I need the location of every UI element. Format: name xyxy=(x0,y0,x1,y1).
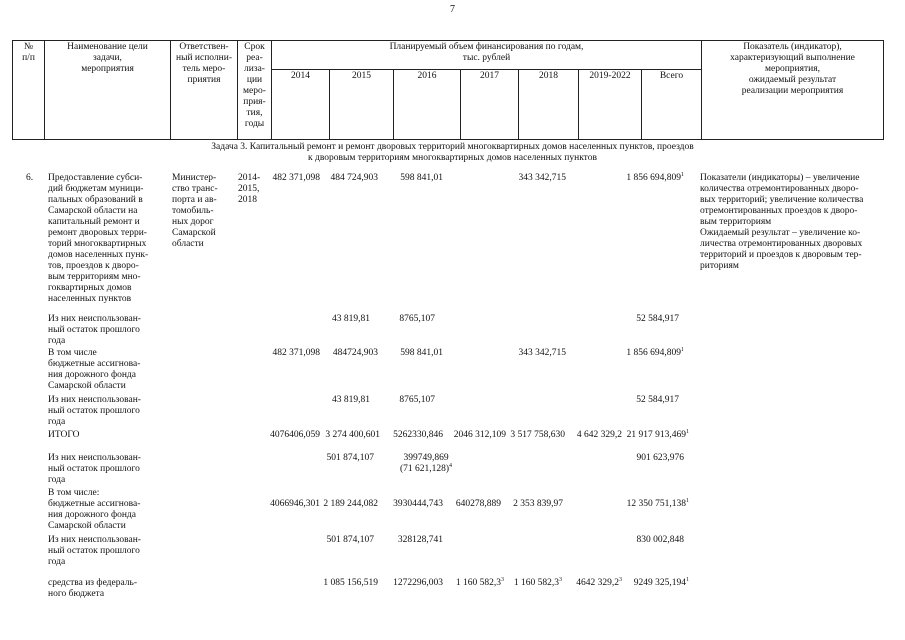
row6-period: 2014- 2015, 2018 xyxy=(238,173,261,205)
itogo-total: 21 917 913,469$^1$ xyxy=(626,428,689,440)
itogo-road-2014: 4066946,301 xyxy=(270,499,320,509)
header-responsible: Ответствен- ный исполни- тель меро- приятия xyxy=(171,41,238,140)
row6-responsible: Министер- ство транс- порта и ав- томобиль- ных дорог Самарской области xyxy=(172,173,218,249)
itogo-road-2017: 640278,889 xyxy=(455,499,501,509)
header-name: Наименование цели задачи, мероприятия xyxy=(45,41,171,140)
row6-num: 6. xyxy=(26,173,34,183)
row6-unused-total: 52 584,917 xyxy=(636,314,679,324)
itogo-road-unused-label: Из них неиспользован- ный остаток прошлого года xyxy=(48,535,141,567)
row6-2014: 482 371,098 xyxy=(272,173,320,183)
itogo-2019-2022: 4 642 329,2 xyxy=(576,430,622,440)
federal-2016: 1272296,003 xyxy=(393,578,443,588)
header-year-2019-2022: 2019-2022 xyxy=(579,70,642,140)
itogo-label: ИТОГО xyxy=(48,430,80,440)
itogo-2016: 5262330,846 xyxy=(393,430,443,440)
itogo-road-unused-2016: 328128,741 xyxy=(397,535,443,545)
header-year-2014: 2014 xyxy=(272,70,330,140)
itogo-2017: 2046 312,109 xyxy=(453,430,506,440)
itogo-road-2018: 2 353 839,97 xyxy=(513,499,563,509)
row6-road-2015: 484724,903 xyxy=(332,348,378,358)
header-table xyxy=(12,40,884,140)
federal-label: средства из федераль- ного бюджета xyxy=(48,578,138,599)
page-number: 7 xyxy=(450,4,455,15)
row6-road-label: В том числе бюджетные ассигнова- ния дорожного фонда Самарской области xyxy=(48,348,141,391)
row6-road-2018: 343 342,715 xyxy=(518,348,566,358)
header-year-2016: 2016 xyxy=(394,70,461,140)
row6-total: 1 856 694,809$^1$ xyxy=(626,171,684,183)
row6-road-total: 1 856 694,809$^1$ xyxy=(626,346,684,358)
row6-road-unused-label: Из них неиспользован- ный остаток прошлого года xyxy=(48,395,141,427)
row6-2016: 598 841,01 xyxy=(400,173,443,183)
federal-total: 9249 325,194$^1$ xyxy=(633,576,689,588)
itogo-2015: 3 274 400,601 xyxy=(325,430,380,440)
itogo-road-2015: 2 189 244,082 xyxy=(323,499,378,509)
row6-indicator: Показатели (индикаторы) – увеличение количества отремонтированных дворо- вых территорий; увеличение количества отремонтированных проездов к дворо- вым территориям Ожидаемый результат – увеличение ко- личества отремонтированных дворовых территорий и проездов к дворовым тер- риториям xyxy=(700,173,864,271)
task-title: Задача 3. Капитальный ремонт и ремонт дворовых территорий многоквартирных домов населенных пунктов, проездов к дворовым территориям многоквартирных домов населенных пунктов xyxy=(211,142,694,163)
header-period: Срок реа- лиза- ции меро- прия- тия, годы xyxy=(238,41,272,140)
row6-unused-label: Из них неиспользован- ный остаток прошлого года xyxy=(48,314,141,346)
federal-2017: 1 160 582,3$^3$ xyxy=(455,576,504,588)
federal-2019-2022: 4642 329,2$^3$ xyxy=(576,576,622,588)
header-year-2018: 2018 xyxy=(519,70,579,140)
header-indicator: Показатель (индикатор), характеризующий выполнение мероприятия, ожидаемый результат реализации мероприятия xyxy=(702,41,884,140)
itogo-road-unused-2015: 501 874,107 xyxy=(326,535,374,545)
row6-unused-2016: 8765,107 xyxy=(399,314,435,324)
header-num: № п/п xyxy=(13,41,45,140)
row6-2015: 484 724,903 xyxy=(330,173,378,183)
row6-road-2016: 598 841,01 xyxy=(400,348,443,358)
itogo-unused-total: 901 623,976 xyxy=(636,453,684,463)
itogo-unused-2016: 399749,869 (71 621,128)$^4$ xyxy=(399,453,453,474)
itogo-unused-label: Из них неиспользован- ный остаток прошлого года xyxy=(48,453,141,485)
row6-road-unused-2016: 8765,107 xyxy=(399,395,435,405)
itogo-unused-2015: 501 874,107 xyxy=(326,453,374,463)
itogo-road-unused-total: 830 002,848 xyxy=(636,535,684,545)
itogo-2018: 3 517 758,630 xyxy=(510,430,565,440)
header-year-2015: 2015 xyxy=(330,70,394,140)
header-total: Всего xyxy=(642,70,702,140)
federal-2018: 1 160 582,3$^3$ xyxy=(513,576,562,588)
row6-name: Предоставление субси- дий бюджетам муници- пальных образований в Самарской области на капитальный ремонт и ремонт дворовых терри- торий многоквартирных домов населенных пунк- тов, проездов к дворо- вым территориям мно- гоквартирных домов населенных пунктов xyxy=(48,173,149,304)
row6-road-2014: 482 371,098 xyxy=(272,348,320,358)
row6-2018: 343 342,715 xyxy=(518,173,566,183)
itogo-road-2016: 3930444,743 xyxy=(393,499,443,509)
header-year-2017: 2017 xyxy=(461,70,519,140)
federal-2015: 1 085 156,519 xyxy=(323,578,378,588)
header-funding: Планируемый объем финансирования по годам, тыс. рублей xyxy=(272,41,702,70)
row6-unused-2015: 43 819,81 xyxy=(332,314,370,324)
itogo-2014: 4076406,059 xyxy=(270,430,320,440)
row6-road-unused-2015: 43 819,81 xyxy=(332,395,370,405)
itogo-road-label: В том числе: бюджетные ассигнова- ния дорожного фонда Самарской области xyxy=(48,488,141,531)
row6-road-unused-total: 52 584,917 xyxy=(636,395,679,405)
itogo-road-total: 12 350 751,138$^1$ xyxy=(626,497,689,509)
